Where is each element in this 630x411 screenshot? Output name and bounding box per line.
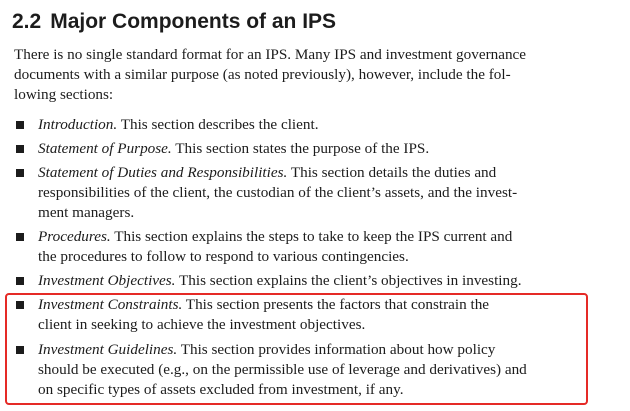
- intro-line: lowing sections:: [14, 86, 114, 103]
- item-line: the procedures to follow to respond to various contingencies.: [38, 248, 409, 265]
- section-title: Major Components of an IPS: [50, 10, 337, 33]
- item-line: [38, 271, 598, 291]
- item-description: This section explains the client’s objectives in investing.: [175, 272, 522, 289]
- square-bullet-icon: [16, 145, 24, 153]
- intro-line: documents with a similar purpose (as noted previously), however, include the fol-: [14, 66, 511, 83]
- list-item-text: [38, 139, 598, 159]
- item-term: Introduction.: [38, 116, 118, 133]
- item-line: [38, 139, 598, 159]
- list-item-text: [38, 227, 598, 267]
- item-line: client in seeking to achieve the investment objectives.: [38, 316, 366, 333]
- item-line: [38, 163, 598, 183]
- list-item-text: [38, 271, 598, 291]
- item-term: Procedures.: [38, 228, 111, 245]
- item-line: responsibilities of the client, the custodian of the client’s assets, and the invest-: [38, 184, 518, 201]
- section-number: 2.2: [12, 10, 42, 33]
- item-description: This section explains the steps to take to keep the IPS current and: [110, 228, 513, 245]
- item-line: ment managers.: [38, 204, 135, 221]
- list-item-text: [38, 115, 598, 135]
- item-line: should be executed (e.g., on the permissible use of leverage and derivatives) and: [38, 361, 527, 378]
- item-description: This section states the purpose of the IPS.: [171, 140, 430, 157]
- square-bullet-icon: [16, 233, 24, 241]
- item-term: Statement of Duties and Responsibilities.: [38, 164, 288, 181]
- section-heading: [12, 8, 336, 36]
- item-description: This section presents the factors that constrain the: [182, 296, 490, 313]
- item-line: on specific types of assets excluded from investment, if any.: [38, 381, 404, 398]
- item-term: Investment Guidelines.: [38, 341, 178, 358]
- square-bullet-icon: [16, 121, 24, 129]
- item-line: [38, 227, 598, 247]
- item-description: This section provides information about how policy: [177, 341, 496, 358]
- square-bullet-icon: [16, 277, 24, 285]
- intro-paragraph: [14, 45, 614, 105]
- item-line: [38, 115, 598, 135]
- intro-line: There is no single standard format for an IPS. Many IPS and investment governance: [14, 46, 527, 63]
- item-term: Statement of Purpose.: [38, 140, 172, 157]
- highlight-box: [5, 293, 588, 405]
- item-term: Investment Constraints.: [38, 296, 183, 313]
- list-item-text: [38, 163, 598, 223]
- square-bullet-icon: [16, 169, 24, 177]
- item-description: This section describes the client.: [117, 116, 319, 133]
- item-term: Investment Objectives.: [38, 272, 176, 289]
- item-description: This section details the duties and: [287, 164, 497, 181]
